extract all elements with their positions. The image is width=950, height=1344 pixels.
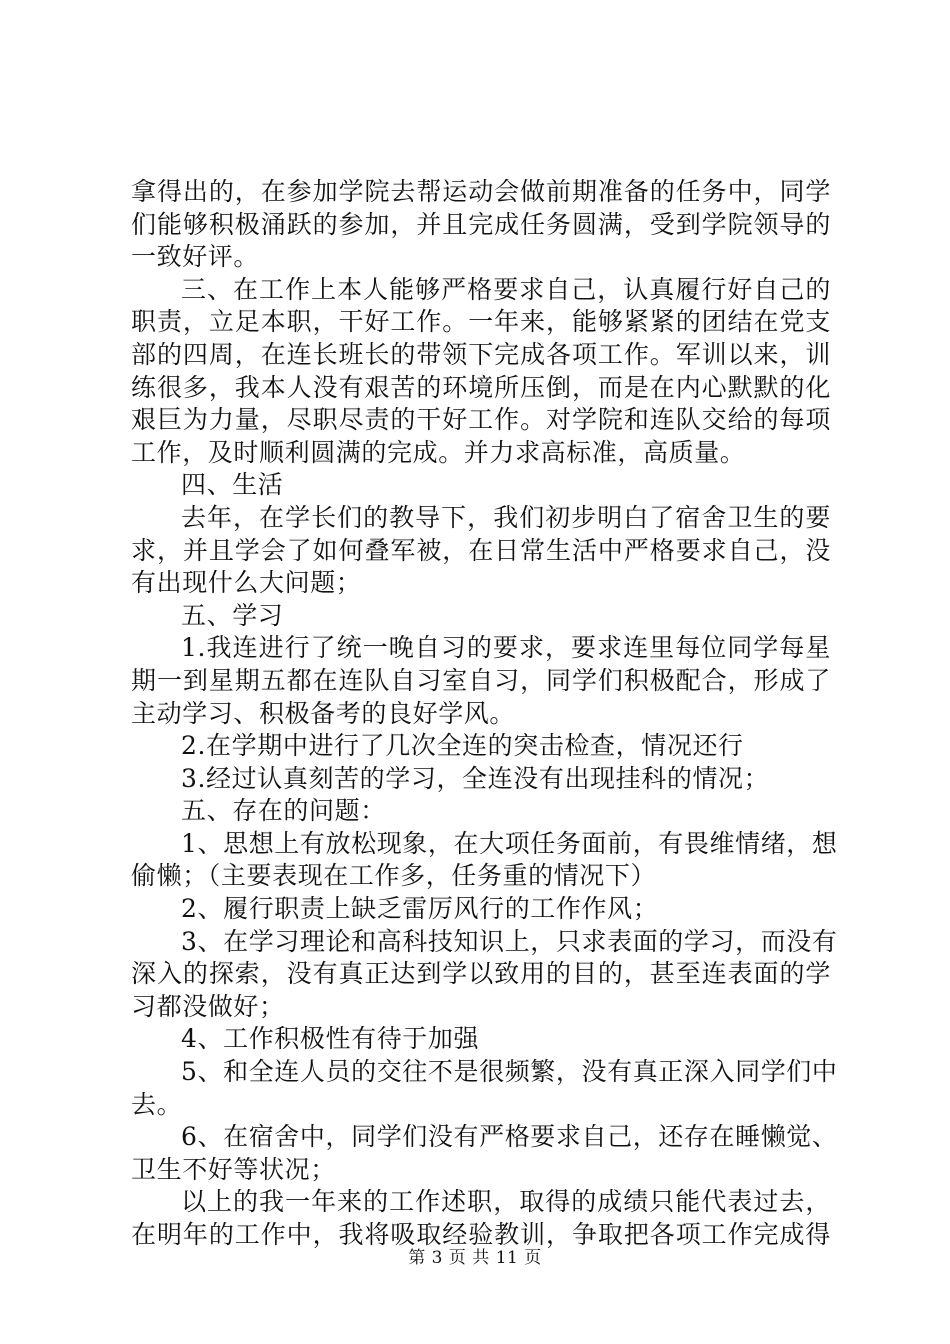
text-line: 2.在学期中进行了几次全连的突击检查，情况还行 <box>181 731 744 761</box>
text-line: 偷懒；（主要表现在工作多，任务重的情况下） <box>131 861 657 891</box>
text-line: 深入的探索，没有真正达到学以致用的目的，甚至连表面的学 <box>131 959 831 989</box>
text-line: 以上的我一年来的工作述职，取得的成绩只能代表过去， <box>181 1187 831 1217</box>
text-line: 2、履行职责上缺乏雷厉风行的工作作风； <box>181 894 659 924</box>
text-line: 期一到星期五都在连队自习室自习，同学们积极配合，形成了 <box>131 665 831 695</box>
text-line: 在明年的工作中，我将吸取经验教训，争取把各项工作完成得 <box>131 1220 831 1249</box>
text-line: 拿得出的，在参加学院去帮运动会做前期准备的任务中，同学 <box>131 177 831 206</box>
document-body <box>131 176 838 1252</box>
text-line: 卫生不好等状况； <box>131 1154 336 1184</box>
text-line: 6、在宿舍中，同学们没有严格要求自己，还存在睡懒觉、 <box>181 1122 838 1152</box>
text-line: 4、工作积极性有待于加强 <box>181 1024 480 1054</box>
text-line: 主动学习、积极备考的良好学风。 <box>131 698 516 728</box>
text-line: 一致好评。 <box>131 242 260 272</box>
text-line: 1.我连进行了统一晚自习的要求，要求连里每位同学每星 <box>181 633 831 663</box>
text-line: 求，并且学会了如何叠军被，在日常生活中严格要求自己，没 <box>131 535 831 565</box>
text-line: 部的四周，在连长班长的带领下完成各项工作。军训以来，训 <box>131 339 831 369</box>
text-line: 五、学习 <box>181 600 284 630</box>
text-line: 有出现什么大问题； <box>131 568 362 598</box>
text-line: 四、生活 <box>181 470 284 500</box>
text-line: 去。 <box>131 1089 183 1119</box>
text-line: 3、在学习理论和高科技知识上，只求表面的学习，而没有 <box>181 926 838 956</box>
page-number-footer: 第 3 页 共 11 页 <box>408 1248 542 1268</box>
text-line: 们能够积极涌跃的参加，并且完成任务圆满，受到学院领导的 <box>131 209 831 239</box>
text-line: 五、存在的问题： <box>181 796 386 826</box>
text-line: 职责，立足本职，干好工作。一年来，能够紧紧的团结在党支 <box>131 307 831 337</box>
text-line: 艰巨为力量，尽职尽责的干好工作。对学院和连队交给的每项 <box>131 405 831 435</box>
text-line: 工作，及时顺利圆满的完成。并力求高标准，高质量。 <box>131 437 746 467</box>
text-line: 3.经过认真刻苦的学习，全连没有出现挂科的情况； <box>181 763 770 793</box>
text-line: 去年，在学长们的教导下，我们初步明白了宿舍卫生的要 <box>181 502 831 532</box>
text-line: 习都没做好； <box>131 991 285 1021</box>
text-line: 练很多，我本人没有艰苦的环境所压倒，而是在内心默默的化 <box>131 372 831 402</box>
text-line: 1、思想上有放松现象，在大项任务面前，有畏维情绪，想 <box>181 828 838 858</box>
text-line: 5、和全连人员的交往不是很频繁，没有真正深入同学们中 <box>181 1057 838 1087</box>
text-line: 三、在工作上本人能够严格要求自己，认真履行好自己的 <box>181 274 831 304</box>
